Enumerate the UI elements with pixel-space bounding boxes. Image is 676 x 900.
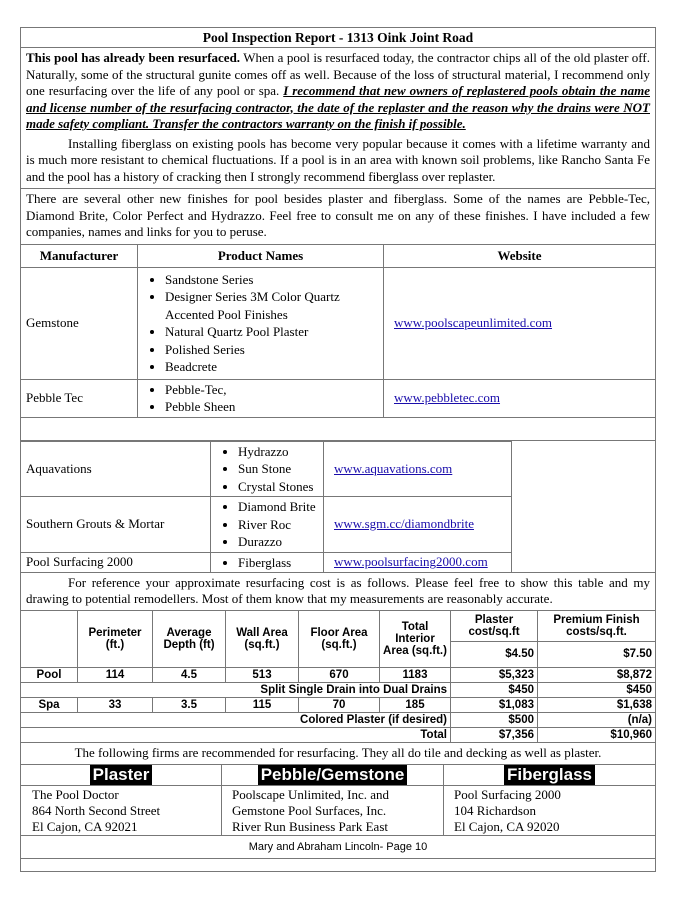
cell-plaster: $450 <box>451 682 538 697</box>
cell-total-area: 185 <box>380 697 451 712</box>
cell-wall: 115 <box>226 697 299 712</box>
resurface-paragraph <box>26 50 650 133</box>
manufacturer-name: Gemstone <box>21 267 138 379</box>
product-item: • Diamond Brite <box>238 498 323 516</box>
cost-row-spa <box>21 697 656 712</box>
manufacturer-table-2 <box>21 441 512 573</box>
header-wall: Wall Area (sq.ft.) <box>226 611 299 667</box>
cost-row-drain <box>21 682 656 697</box>
footer-spacer <box>20 859 656 872</box>
product-item: • Hydrazzo <box>238 443 323 461</box>
recommendation-text: I recommend that new owners of replastered pools obtain the name and license number of the resurfacing contractor, the date of the replaster and the reason why the drains were NOT made safety compliant. Transfer the contractors warranty on the finish if possible. <box>26 83 650 131</box>
product-list <box>138 271 383 376</box>
firm-line: Pool Surfacing 2000 <box>454 786 561 802</box>
cell-premium: (n/a) <box>538 712 656 727</box>
product-list <box>211 443 323 496</box>
header-perimeter: Perimeter (ft.) <box>78 611 153 667</box>
website-link[interactable]: www.poolscapeunlimited.com <box>394 315 553 330</box>
plaster-rate: $4.50 <box>451 641 538 667</box>
firm-line: 104 Richardson <box>454 802 536 818</box>
header-total-area: Total Interior Area (sq.ft.) <box>380 611 451 667</box>
manufacturer-table-2-wrap <box>20 441 656 573</box>
cell-total-area: 1183 <box>380 667 451 682</box>
cell-perimeter: 114 <box>78 667 153 682</box>
cell-perimeter: 33 <box>78 697 153 712</box>
header-manufacturer: Manufacturer <box>21 245 138 268</box>
cell-plaster: $500 <box>451 712 538 727</box>
header-plaster: Plaster cost/sq.ft <box>451 611 538 641</box>
product-item: • Sun Stone <box>238 460 323 478</box>
fiberglass-paragraph: Installing fiberglass on existing pools has become very popular because it comes with a lifetime warranty and is much more resistant to chemical fluctuations. If a pool is in an area with known soil problems, like Rancho Santa Fe and the pool has a history of cracking then I strongly recommend fiberglass over replaster. <box>26 135 650 184</box>
header-depth: Average Depth (ft) <box>153 611 226 667</box>
website-link[interactable]: www.sgm.cc/diamondbrite <box>334 516 474 532</box>
product-item: • Natural Quartz Pool Plaster <box>165 323 383 341</box>
header-floor: Floor Area (sq.ft.) <box>299 611 380 667</box>
cost-row-total <box>21 727 656 742</box>
firm-pebble <box>222 785 444 835</box>
firm-line: El Cajon, CA 92021 <box>32 818 138 834</box>
cost-row-pool <box>21 667 656 682</box>
cost-row-colored <box>21 712 656 727</box>
manufacturer-name: Pool Surfacing 2000 <box>21 552 211 572</box>
cell-premium: $1,638 <box>538 697 656 712</box>
cost-table <box>20 611 656 743</box>
manufacturer-name: Southern Grouts & Mortar <box>21 497 211 553</box>
row-label: Spa <box>21 697 78 712</box>
manufacturer-name: Pebble Tec <box>21 379 138 417</box>
header-website: Website <box>384 245 656 268</box>
firm-line: 864 North Second Street <box>32 802 161 818</box>
product-item: • Beadcrete <box>165 358 383 376</box>
cell-premium: $10,960 <box>538 727 656 742</box>
product-item: • Designer Series 3M Color Quartz Accented Pool Finishes <box>165 288 383 323</box>
finishes-intro: There are several other new finishes for pool besides plaster and fiberglass. Some of the names are Pebble-Tec, Diamond Brite, Color Perfect and Hydrazzo. Feel free to consult me on any of these finishes. I have included a few companies, names and links for you to peruse. <box>20 189 656 245</box>
website-link[interactable]: www.pebbletec.com <box>394 390 501 405</box>
cell-wall: 513 <box>226 667 299 682</box>
row-label: Colored Plaster (if desired) <box>21 712 451 727</box>
cell-premium: $8,872 <box>538 667 656 682</box>
firms-table <box>20 765 656 836</box>
firm-line: Gemstone Pool Surfaces, Inc. <box>232 802 387 818</box>
firm-plaster <box>21 785 222 835</box>
cell-floor: 670 <box>299 667 380 682</box>
cell-plaster: $5,323 <box>451 667 538 682</box>
product-item: • Pebble Sheen <box>165 398 383 416</box>
cell-depth: 4.5 <box>153 667 226 682</box>
manufacturer-row-gemstone <box>21 267 656 379</box>
product-item: • Fiberglass <box>238 554 323 572</box>
cell-plaster: $1,083 <box>451 697 538 712</box>
firm-line: El Cajon, CA 92020 <box>454 818 560 834</box>
firm-heading-fiberglass: Fiberglass <box>504 765 595 785</box>
product-item: • Sandstone Series <box>165 271 383 289</box>
manufacturer-row-sgm <box>21 497 512 553</box>
manufacturer-name: Aquavations <box>21 441 211 497</box>
product-list <box>211 498 323 551</box>
product-list <box>211 554 323 572</box>
product-list <box>138 381 383 416</box>
product-item: • Polished Series <box>165 341 383 359</box>
firm-line: River Run Business Park East <box>232 818 388 834</box>
header-premium: Premium Finish costs/sq.ft. <box>538 611 656 641</box>
product-item: • Crystal Stones <box>238 478 323 496</box>
resurface-lead: This pool has already been resurfaced. <box>26 50 241 65</box>
firm-fiberglass <box>444 785 656 835</box>
firm-heading-plaster: Plaster <box>90 765 153 785</box>
resurface-section <box>20 47 656 189</box>
firm-line: The Pool Doctor <box>32 786 119 802</box>
product-item: • Durazzo <box>238 533 323 551</box>
resurface-text: When a pool is resurfaced today, the contractor chips all of the old plaster off. Naturally, some of the structural gunite comes off as well. Because of the loss of structural material, I recommend only one resurfacing over the life of any pool or spa. <box>26 50 650 98</box>
manufacturer-row-pebbletec <box>21 379 656 417</box>
manufacturer-table <box>20 245 656 418</box>
product-item: • Pebble-Tec, <box>165 381 383 399</box>
cell-floor: 70 <box>299 697 380 712</box>
product-item: • River Roc <box>238 516 323 534</box>
cost-intro: For reference your approximate resurfacing cost is as follows. Please feel free to show this table and my drawing to potential remodellers. Most of them know that my measurements are reasonably accurate. <box>20 572 656 611</box>
manufacturer-row-aquavations <box>21 441 512 497</box>
row-label: Pool <box>21 667 78 682</box>
manufacturer-row-ps2000 <box>21 552 512 572</box>
header-products: Product Names <box>138 245 384 268</box>
cell-premium: $450 <box>538 682 656 697</box>
firms-intro: The following firms are recommended for resurfacing. They all do tile and decking as well as plaster. <box>20 743 656 765</box>
report-title: Pool Inspection Report - 1313 Oink Joint Road <box>20 27 656 47</box>
website-link[interactable]: www.poolsurfacing2000.com <box>334 554 488 570</box>
cell-depth: 3.5 <box>153 697 226 712</box>
report-page <box>20 27 656 872</box>
row-label: Split Single Drain into Dual Drains <box>21 682 451 697</box>
page-footer: Mary and Abraham Lincoln- Page 10 <box>20 836 656 859</box>
premium-rate: $7.50 <box>538 641 656 667</box>
firm-heading-pebble: Pebble/Gemstone <box>258 765 408 785</box>
cell-plaster: $7,356 <box>451 727 538 742</box>
website-link[interactable]: www.aquavations.com <box>334 460 453 476</box>
table-spacer <box>20 418 656 441</box>
row-label: Total <box>21 727 451 742</box>
firm-line: Poolscape Unlimited, Inc. and <box>232 786 390 802</box>
